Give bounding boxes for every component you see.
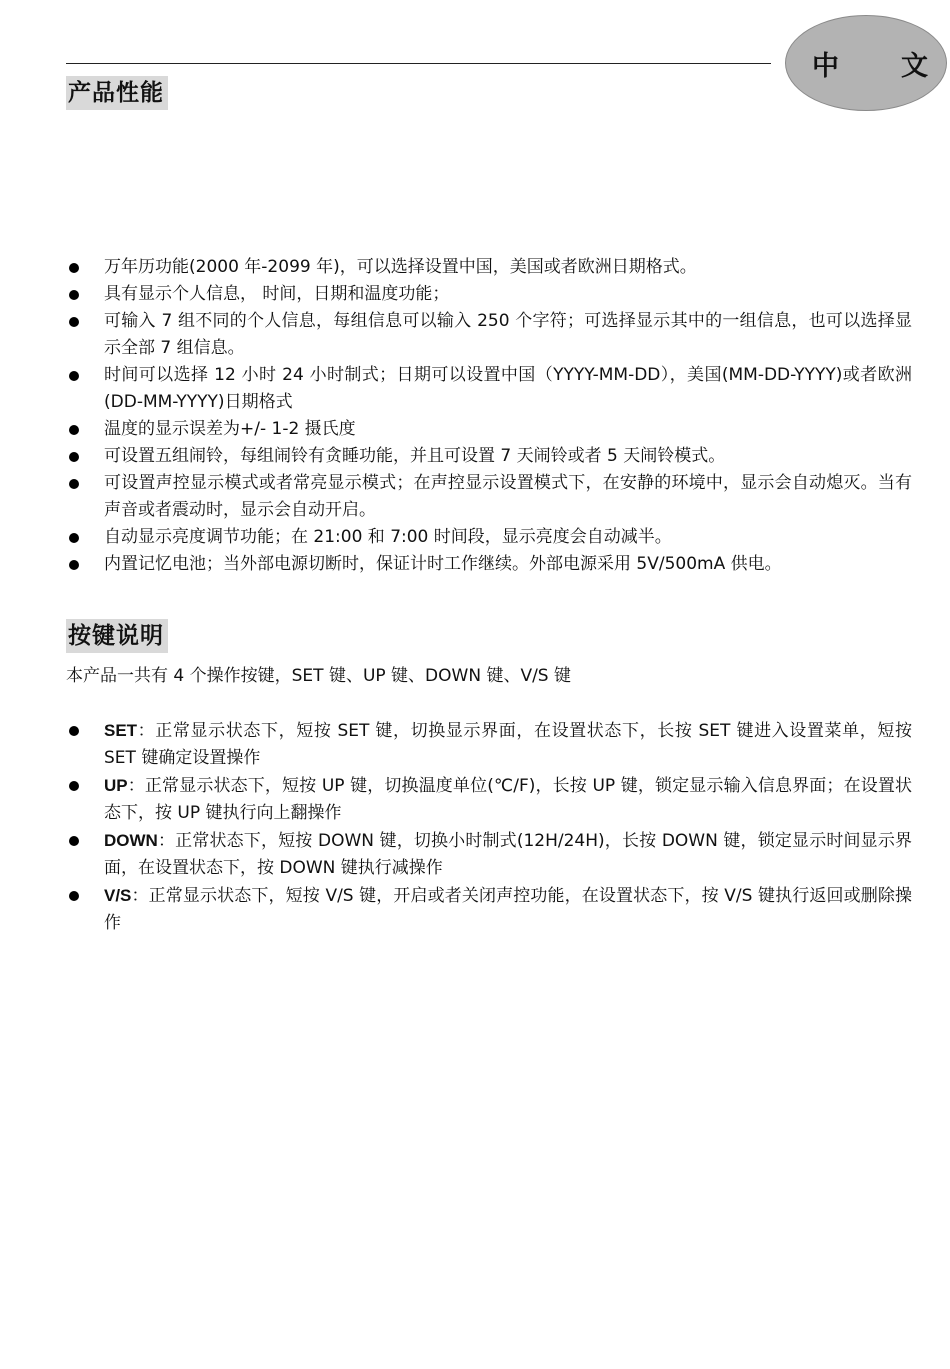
key-desc-set: ：正常显示状态下，短按 SET 键，切换显示界面，在设置状态下，长按 SET 键进入设置菜单，短按 SET 键确定设置操作 (104, 721, 912, 768)
key-name-vs: V/S (104, 886, 132, 905)
key-desc-up: ：正常显示状态下，短按 UP 键，切换温度单位(℃/F)，长按 UP 键，锁定显示输入信息界面；在设置状态下，按 UP 键执行向上翻操作 (104, 776, 912, 823)
list-item-vs (66, 882, 912, 937)
list-item: 可输入 7 组不同的个人信息，每组信息可以输入 250 个字符；可选择显示其中的一组信息，也可以选择显示全部 7 组信息。 (66, 308, 912, 362)
list-item: 可设置五组闹铃，每组闹铃有贪睡功能，并且可设置 7 天闹铃或者 5 天闹铃模式。 (66, 443, 912, 470)
list-item: 可设置声控显示模式或者常亮显示模式；在声控显示设置模式下，在安静的环境中，显示会自动熄灭。当有声音或者震动时，显示会自动开启。 (66, 470, 912, 524)
keys-intro: 本产品一共有 4 个操作按键，SET 键、UP 键、DOWN 键、V/S 键 (66, 666, 571, 686)
keys-list (66, 717, 912, 937)
features-heading: 产品性能 (66, 76, 168, 110)
list-item: 具有显示个人信息， 时间，日期和温度功能； (66, 281, 912, 308)
language-char-2: 文 (901, 50, 928, 82)
features-list (66, 254, 912, 578)
list-item-down (66, 827, 912, 882)
keys-heading: 按键说明 (66, 619, 168, 653)
key-name-down: DOWN (104, 831, 158, 850)
list-item-set (66, 717, 912, 772)
list-item: 时间可以选择 12 小时 24 小时制式；日期可以设置中国（YYYY-MM-DD），美国(MM-DD-YYYY)或者欧洲(DD-MM-YYYY)日期格式 (66, 362, 912, 416)
list-item-up (66, 772, 912, 827)
language-badge (785, 15, 947, 111)
language-char-1: 中 (812, 50, 839, 82)
key-desc-vs: ：正常显示状态下，短按 V/S 键，开启或者关闭声控功能，在设置状态下，按 V/S 键执行返回或删除操作 (104, 886, 912, 933)
list-item: 自动显示亮度调节功能；在 21:00 和 7:00 时间段，显示亮度会自动减半。 (66, 524, 912, 551)
list-item: 温度的显示误差为+/- 1-2 摄氏度 (66, 416, 912, 443)
key-name-set: SET (104, 721, 138, 740)
header-rule (66, 63, 771, 64)
list-item: 内置记忆电池；当外部电源切断时，保证计时工作继续。外部电源采用 5V/500mA 供电。 (66, 551, 912, 578)
key-name-up: UP (104, 776, 128, 795)
key-desc-down: ：正常状态下，短按 DOWN 键，切换小时制式(12H/24H)，长按 DOWN 键，锁定显示时间显示界面，在设置状态下，按 DOWN 键执行减操作 (104, 831, 912, 878)
list-item: 万年历功能(2000 年-2099 年)，可以选择设置中国，美国或者欧洲日期格式。 (66, 254, 912, 281)
